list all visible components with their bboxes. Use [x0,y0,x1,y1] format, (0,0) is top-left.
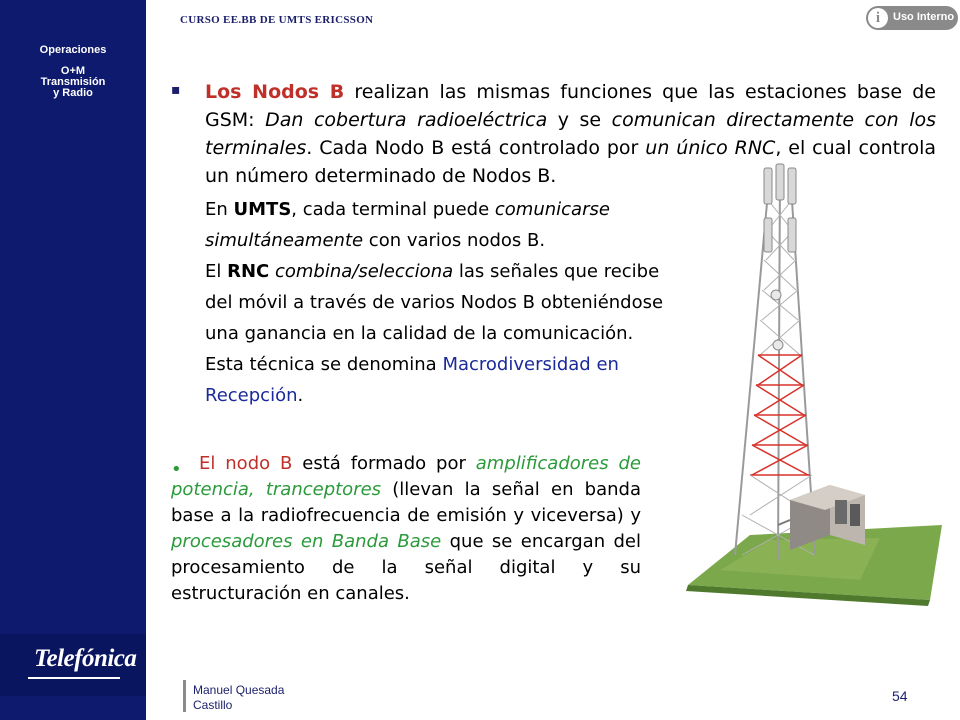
section-line-4: y Radio [53,87,93,99]
page-number: 54 [892,688,908,704]
round-bullet-icon: • [171,459,182,480]
telefonica-logo: Telefónica [34,645,137,672]
sidebar [0,0,146,720]
section-line-1: Operaciones [39,44,107,56]
paragraph-nodo-b-components: El nodo B está formado por amplificadores de potencia, tranceptores (llevan la señal en banda base a la radiofrecuencia de emisión y viceversa) y procesadores en Banda Base que se encargan del procesamiento de la señal digital y su estructuración en canales. [171,453,642,604]
paragraph-macrodiversidad: En UMTS, cada terminal puede comunicarse simultáneamente con varios nodos B. El RNC combina/selecciona las señales que recibe del móvil a través de varios Nodos B obteniéndose una ganancia en la calidad de la comunicación. Esta técnica se denomina Macrodiversidad en Recepción. [205,199,664,406]
author-name: Manuel Quesada Castillo [193,683,285,712]
base-station-tower-illustration [680,160,950,610]
paragraph-nodos-b: Los Nodos B realizan las mismas funciones que las estaciones base de GSM: Dan cobertura radioeléctrica y se comunican directamente con los terminales. Cada Nodo B está controlado por un único RNC, el cual controla un número determinado de Nodos B. [205,81,936,187]
square-bullet-icon: ▪ [171,82,181,98]
badge-label: Uso Interno [893,11,955,23]
section-line-2: O+M [60,65,86,77]
section-line-3: Transmisión [40,76,106,88]
author-divider [183,680,186,712]
uso-interno-badge [866,6,958,30]
info-icon: i [868,8,888,28]
course-title: CURSO EE.BB DE UMTS ERICSSON [180,14,374,26]
logo-underline [28,677,120,679]
